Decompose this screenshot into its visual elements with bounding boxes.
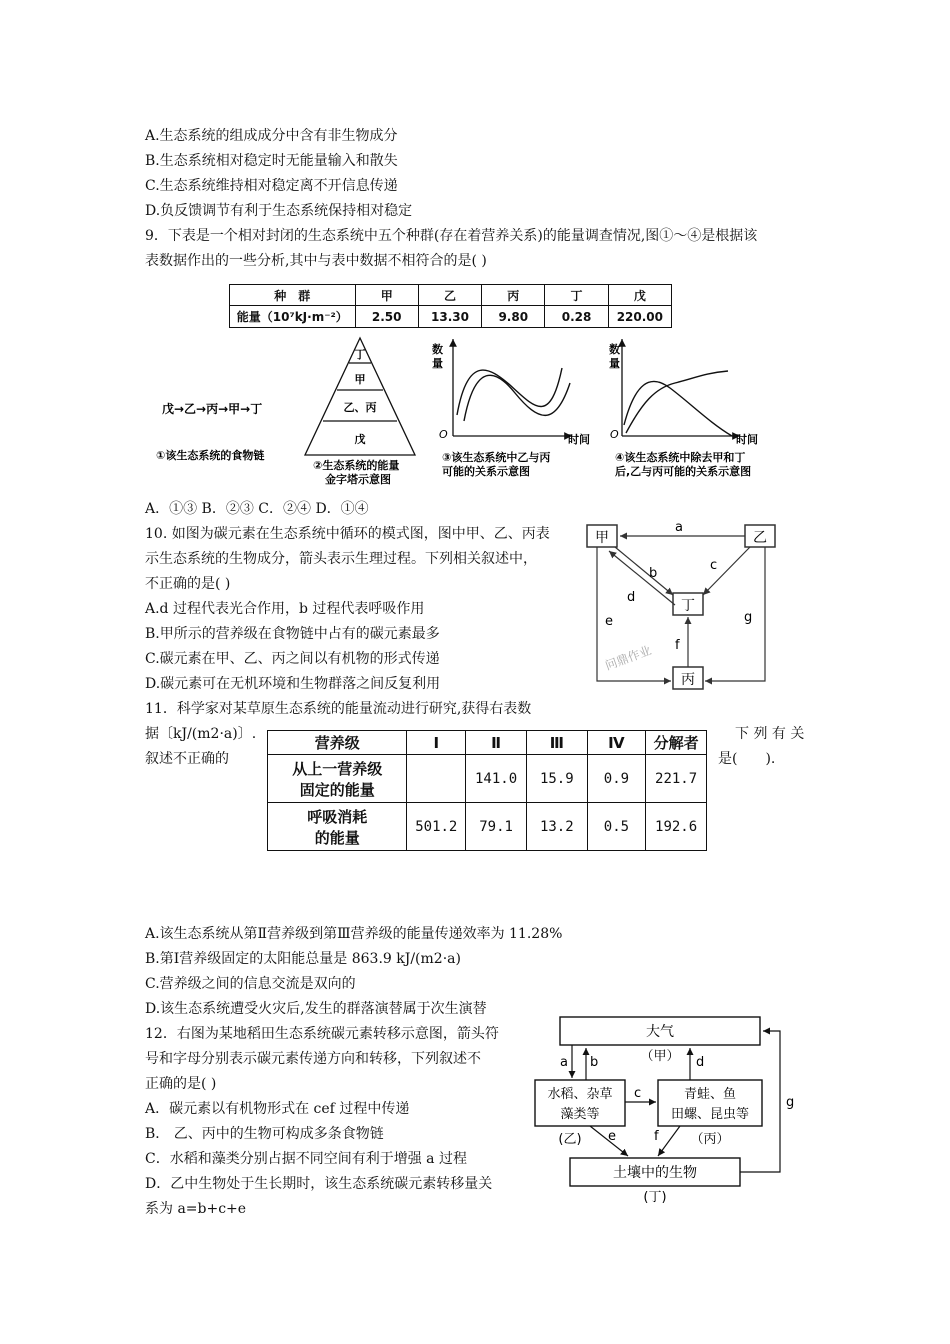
q11-r1-c5: 221.7 (646, 755, 707, 803)
q9-options: A．①③ B．②③ C．②④ D．①④ (145, 501, 369, 517)
arrow-e-label: e (605, 614, 613, 629)
node-bing-label: 丙 (681, 672, 695, 688)
q9-stem-line2: 表数据作出的一些分析,其中与表中数据不相符合的是( ) (145, 253, 487, 269)
fig3-y-label-2: 量 (432, 357, 443, 370)
q11-option-c: C.营养级之间的信息交流是双向的 (145, 976, 356, 992)
arrow-g-label: g (744, 610, 753, 625)
bing-tag: （丙） (690, 1132, 730, 1147)
q11-row2-label (268, 803, 407, 851)
q11-th-3: Ⅲ (526, 731, 587, 755)
q11-r2-c3: 13.2 (526, 803, 587, 851)
arrow-b-label: b (649, 566, 658, 581)
q9-th-ding: 丁 (545, 285, 608, 306)
q11-line-1: 11．科学家对某草原生态系统的能量流动进行研究,获得右表数 (145, 701, 532, 717)
q9-fig3-caption-1: ③该生态系统中乙与丙 (442, 451, 551, 464)
arrow-f-label: f (675, 638, 680, 653)
node-jia-label: 甲 (595, 530, 609, 546)
fig3-y-label-1: 数 (432, 343, 443, 356)
fig3-origin: O (439, 428, 448, 441)
atm-label: 大气 (646, 1024, 674, 1040)
q9-th-jia: 甲 (355, 285, 418, 306)
fig3-x-label: 时间 (568, 433, 590, 446)
q12-line-2: 号和字母分别表示碳元素传递方向和转移，下列叙述不 (145, 1051, 481, 1067)
q9-fig3-caption-2: 可能的关系示意图 (442, 465, 530, 478)
q10-line-2: 示生态系统的生物成分，箭头表示生理过程。下列相关叙述中， (145, 551, 537, 567)
q9-fig4-caption-1: ④该生态系统中除去甲和丁 (615, 451, 746, 464)
q11-th-4: Ⅳ (587, 731, 646, 755)
label-g: g (786, 1095, 795, 1110)
q8-option-a: A.生态系统的组成成分中含有非生物成分 (145, 128, 398, 144)
pyramid-level-ding: 丁 (354, 348, 366, 361)
q9-val-ding: 0.28 (545, 306, 608, 328)
q11-r1-c3: 15.9 (526, 755, 587, 803)
q9-figures (150, 333, 790, 488)
fig4-x-label: 时间 (736, 433, 758, 446)
q9-energy-table (229, 284, 672, 328)
q9-val-jia: 2.50 (355, 306, 418, 328)
atm-tag: （甲） (640, 1049, 680, 1064)
arrow-c-label: c (710, 558, 718, 573)
q11-option-a: A.该生态系统从第Ⅱ营养级到第Ⅲ营养级的能量传递效率为 11.28% (145, 926, 563, 942)
q9-fig1-caption: ①该生态系统的食物链 (156, 449, 265, 462)
q11-r2-c2: 79.1 (466, 803, 527, 851)
q11-row1-label (268, 755, 407, 803)
q10-carbon-cycle-diagram (585, 515, 785, 695)
q11-row1-label-2: 固定的能量 (299, 780, 375, 799)
label-d: d (696, 1055, 705, 1070)
q9-th-yi: 乙 (418, 285, 481, 306)
q11-r2-c5: 192.6 (646, 803, 707, 851)
q11-line-3-left: 叙述不正确的 (145, 751, 229, 767)
q9-th-species: 种 群 (230, 285, 356, 306)
pyramid-level-wu: 戊 (354, 433, 366, 446)
label-b: b (590, 1055, 599, 1070)
fig3-curve-2 (464, 375, 570, 421)
q11-line-3-right: 是( ). (718, 751, 776, 767)
q9-val-bing: 9.80 (482, 306, 545, 328)
q10-line-1: 10. 如图为碳元素在生态系统中循环的模式图，图中甲、乙、丙表 (145, 526, 550, 542)
yi-tag: (乙) (558, 1132, 582, 1147)
q12-option-c: C．水稻和藻类分别占据不同空间有利于增强 a 过程 (145, 1151, 467, 1167)
q9-fig2-caption-2: 金字塔示意图 (325, 473, 391, 486)
arrow-d-label: d (627, 590, 636, 605)
q9-fig1-chain: 戊→乙→丙→甲→丁 (162, 402, 263, 416)
soil-label: 土壤中的生物 (613, 1165, 697, 1181)
q9-th-wu: 戊 (608, 285, 671, 306)
q9-fig2-caption-1: ②生态系统的能量 (313, 459, 400, 472)
q11-th-level: 营养级 (268, 731, 407, 755)
q11-line-2-right: 下 列 有 关 (735, 726, 805, 742)
q11-row2-label-1: 呼吸消耗 (307, 807, 368, 826)
q10-option-a: A.d 过程代表光合作用，b 过程代表呼吸作用 (145, 601, 425, 617)
q9-val-yi: 13.30 (418, 306, 481, 328)
q11-energy-table (267, 730, 707, 851)
label-e: e (608, 1129, 616, 1144)
q11-th-2: Ⅱ (466, 731, 527, 755)
node-ding-label: 丁 (681, 598, 695, 614)
label-c: c (634, 1086, 642, 1101)
q11-r1-c4: 0.9 (587, 755, 646, 803)
q9-fig3-graph (432, 339, 590, 446)
q11-r2-c4: 0.5 (587, 803, 646, 851)
arrow-a-label: a (675, 520, 683, 535)
yi-label-1: 水稻、杂草 (547, 1087, 613, 1102)
q11-line-2-left: 据〔kJ/(m2·a)〕. (145, 726, 257, 742)
q9-row-label: 能量（10⁷kJ·m⁻²） (230, 306, 356, 328)
q11-r1-c2: 141.0 (466, 755, 527, 803)
q9-th-bing: 丙 (482, 285, 545, 306)
q9-stem-line1: 9．下表是一个相对封闭的生态系统中五个种群(存在着营养关系)的能量调查情况,图①～④是根据该 (145, 228, 758, 244)
yi-label-2: 藻类等 (560, 1107, 600, 1122)
energy-pyramid (305, 338, 415, 455)
fig4-y-label-1: 数 (609, 343, 620, 356)
soil-tag: (丁) (643, 1190, 667, 1205)
q11-option-b: B.第Ⅰ营养级固定的太阳能总量是 863.9 kJ/(m2·a) (145, 951, 461, 967)
q12-option-b: B． 乙、丙中的生物可构成多条食物链 (145, 1126, 384, 1142)
q8-option-d: D.负反馈调节有利于生态系统保持相对稳定 (145, 203, 413, 219)
q12-option-a: A．碳元素以有机物形式在 cef 过程中传递 (145, 1101, 410, 1117)
q10-option-c: C.碳元素在甲、乙、丙之间以有机物的形式传递 (145, 651, 440, 667)
q12-option-d: D．乙中生物处于生长期时，该生态系统碳元素转移量关 (145, 1176, 493, 1192)
q11-r2-c1: 501.2 (407, 803, 466, 851)
q8-option-b: B.生态系统相对稳定时无能量输入和散失 (145, 153, 398, 169)
q9-fig4-graph (609, 339, 758, 446)
q11-th-decomposer: 分解者 (646, 731, 707, 755)
q12-option-d-cont: 系为 a=b+c+e (145, 1201, 247, 1217)
q10-option-d: D.碳元素可在无机环境和生物群落之间反复利用 (145, 676, 441, 692)
q12-paddy-carbon-diagram (530, 1012, 820, 1212)
pyramid-level-yi-bing: 乙、丙 (343, 401, 377, 414)
bing-label-1: 青蛙、鱼 (683, 1087, 737, 1102)
q9-fig4-caption-2: 后,乙与丙可能的关系示意图 (615, 465, 752, 478)
q11-r1-c1 (407, 755, 466, 803)
fig4-curve-2 (626, 371, 728, 433)
watermark: 问鼎作业 (603, 643, 654, 673)
node-yi-label: 乙 (753, 530, 767, 546)
q12-line-3: 正确的是( ) (145, 1076, 217, 1092)
q11-row1-label-1: 从上一营养级 (292, 759, 383, 778)
q9-val-wu: 220.00 (608, 306, 671, 328)
bing-label-2: 田螺、昆虫等 (670, 1107, 750, 1122)
label-a: a (560, 1055, 568, 1070)
label-f: f (654, 1129, 659, 1144)
q12-line-1: 12．右图为某地稻田生态系统碳元素转移示意图，箭头符 (145, 1026, 499, 1042)
fig4-y-label-2: 量 (609, 357, 620, 370)
q10-option-b: B.甲所示的营养级在食物链中占有的碳元素最多 (145, 626, 440, 642)
q11-option-d: D.该生态系统遭受火灾后,发生的群落演替属于次生演替 (145, 1001, 487, 1017)
fig4-origin: O (610, 428, 619, 441)
q11-row2-label-2: 的能量 (314, 828, 360, 847)
q10-line-3: 不正确的是( ) (145, 576, 231, 592)
pyramid-level-jia: 甲 (354, 373, 366, 386)
q8-option-c: C.生态系统维持相对稳定离不开信息传递 (145, 178, 398, 194)
q11-th-1: Ⅰ (407, 731, 466, 755)
